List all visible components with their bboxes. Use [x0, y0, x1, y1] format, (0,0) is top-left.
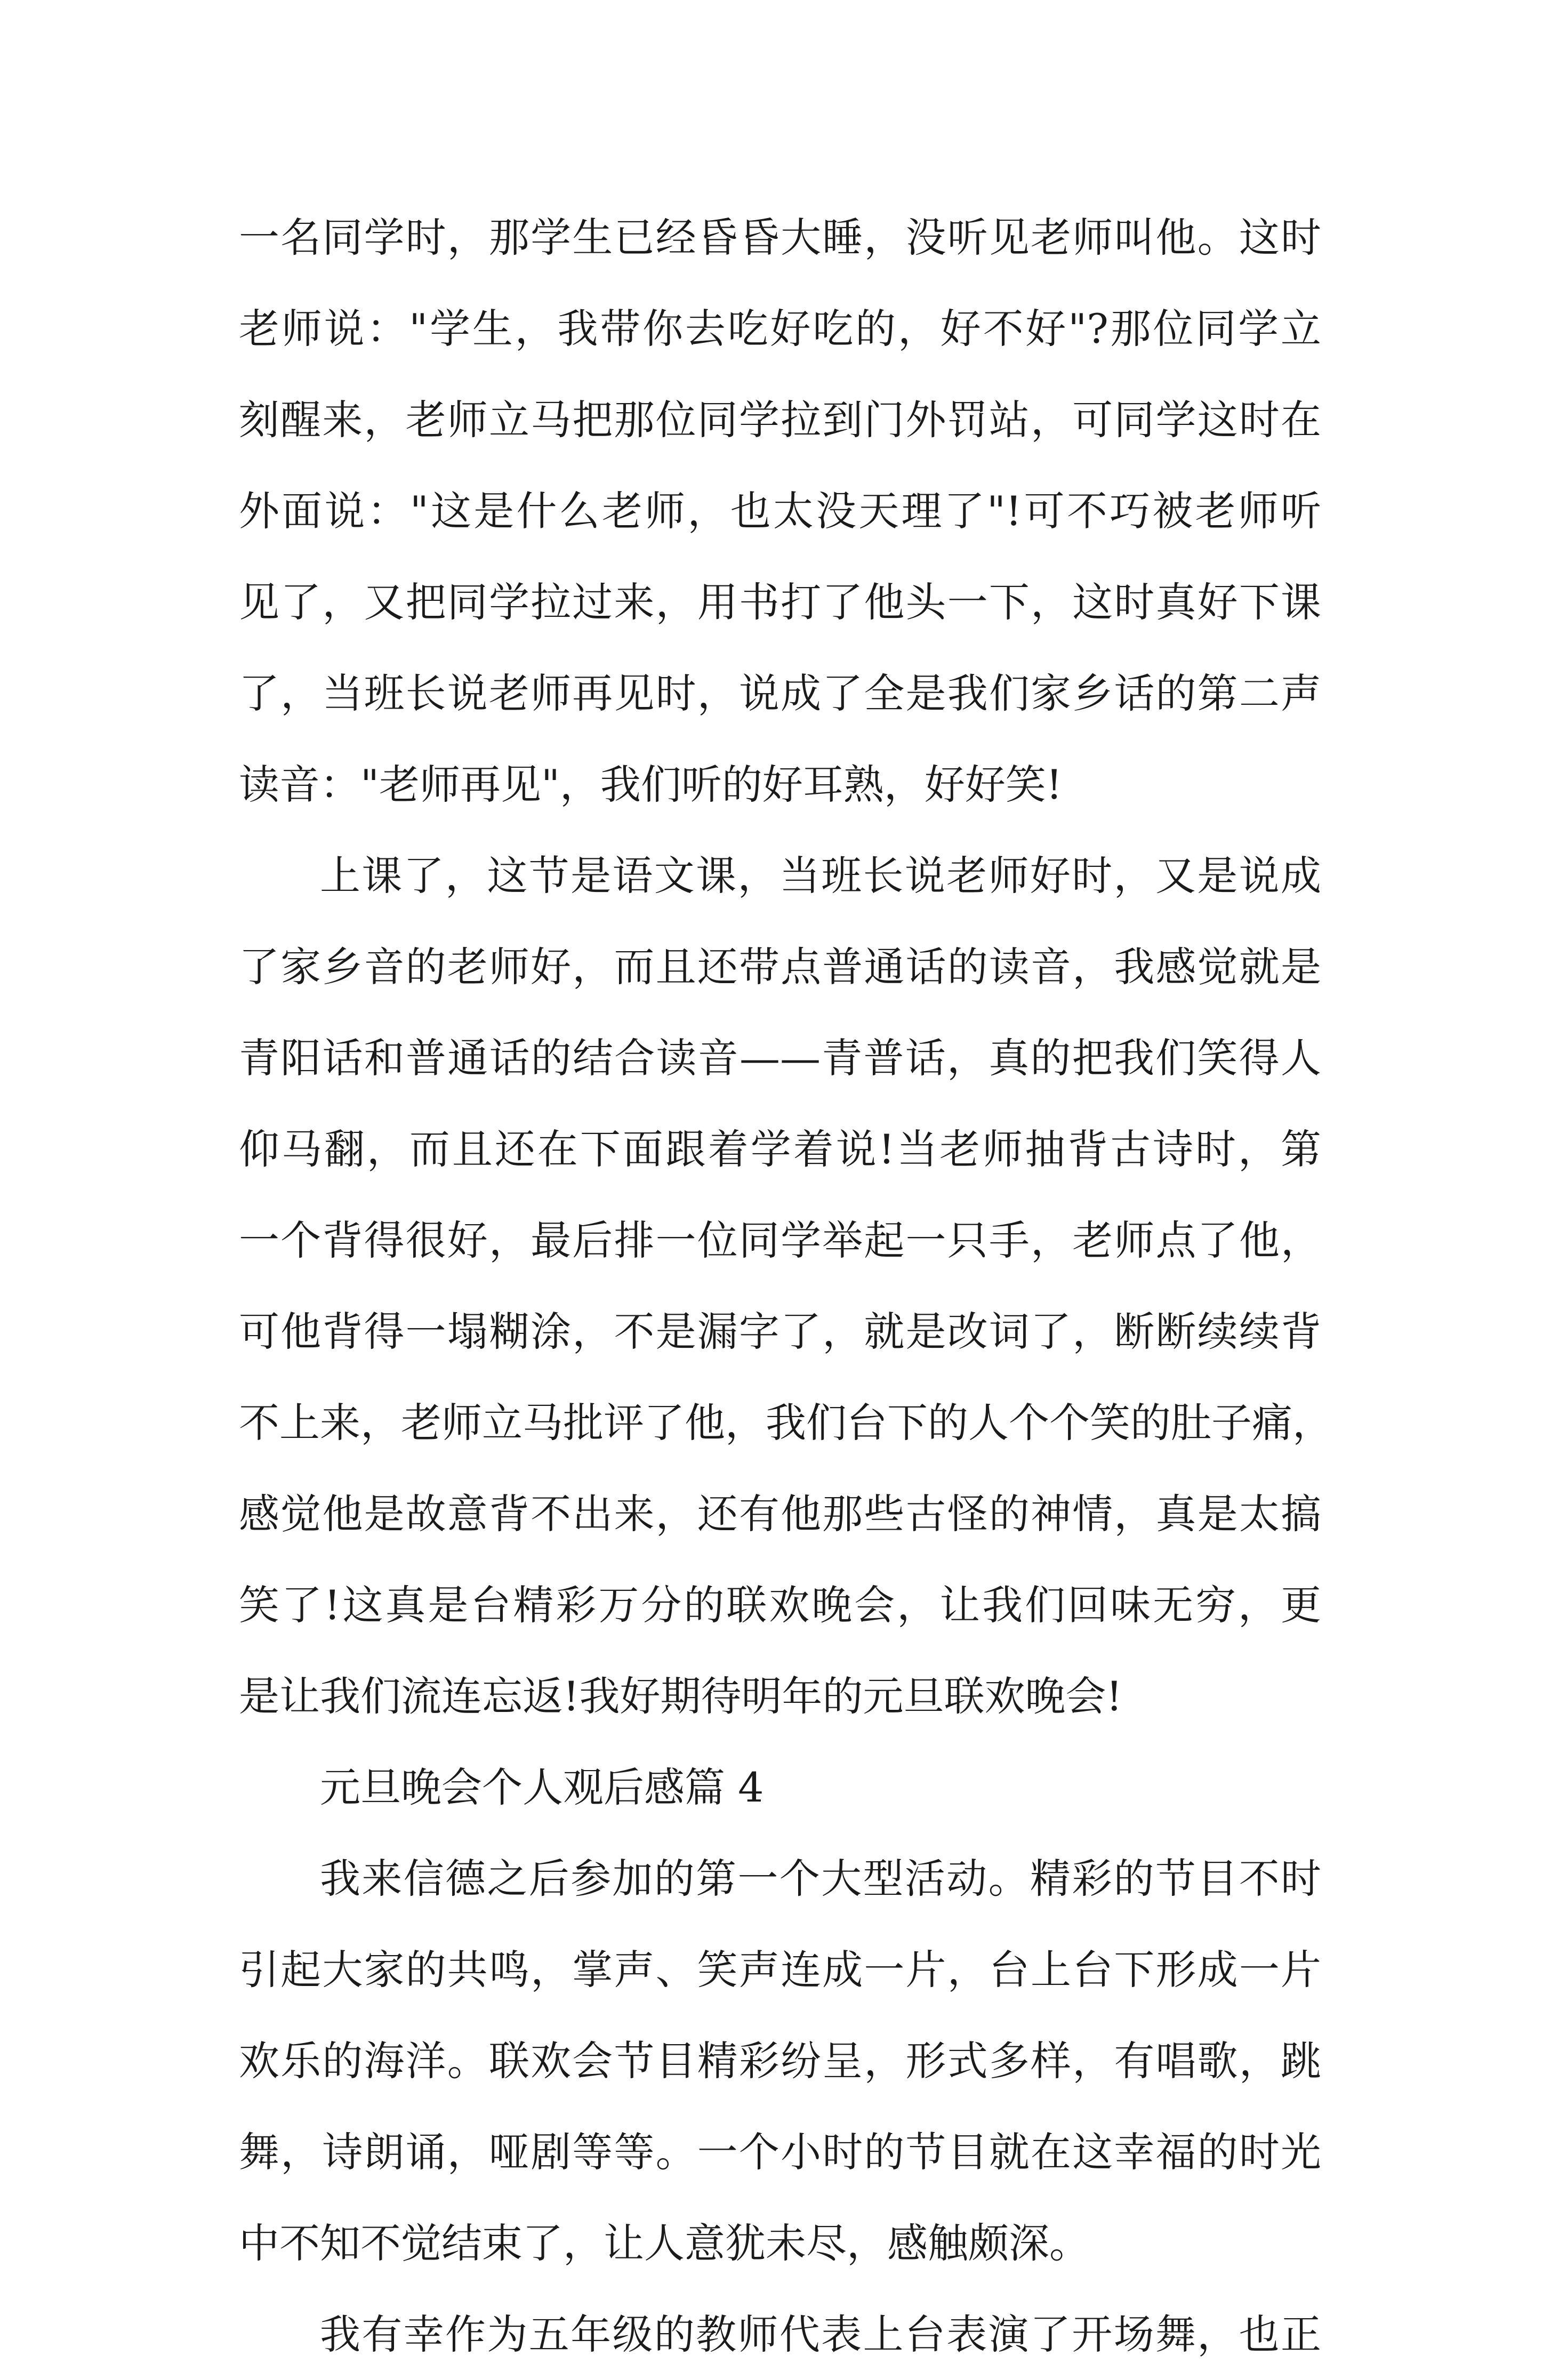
text-line: 青阳话和普通话的结合读音——青普话，真的把我们笑得人	[239, 1034, 1321, 1082]
text-line: 欢乐的海洋。联欢会节目精彩纷呈，形式多样，有唱歌，跳	[239, 2037, 1321, 2085]
paragraph-first-line: 我来信德之后参加的第一个大型活动。精彩的节目不时	[320, 1855, 1321, 1902]
document-page	[239, 192, 1333, 2380]
text-line: 外面说："这是什么老师，也太没天理了"!可不巧被老师听	[239, 487, 1321, 535]
text-line: 刻醒来，老师立马把那位同学拉到门外罚站，可同学这时在	[239, 396, 1321, 444]
text-line: 仰马翻，而且还在下面跟着学着说!当老师抽背古诗时，第	[239, 1125, 1321, 1173]
text-line: 了家乡音的老师好，而且还带点普通话的读音，我感觉就是	[239, 943, 1321, 991]
text-line: 是让我们流连忘返!我好期待明年的元旦联欢晚会!	[239, 1673, 1123, 1720]
text-line: 舞，诗朗诵，哑剧等等。一个小时的节目就在这幸福的时光	[239, 2128, 1321, 2176]
text-line: 一名同学时，那学生已经昏昏大睡，没听见老师叫他。这时	[239, 214, 1321, 261]
text-line: 一个背得很好，最后排一位同学举起一只手，老师点了他，	[239, 1217, 1321, 1264]
text-line: 感觉他是故意背不出来，还有他那些古怪的神情，真是太搞	[239, 1490, 1321, 1538]
text-line: 了，当班长说老师再见时，说成了全是我们家乡话的第二声	[239, 670, 1321, 717]
paragraph-first-line: 上课了，这节是语文课，当班长说老师好时，又是说成	[320, 852, 1321, 899]
text-line: 不上来，老师立马批评了他，我们台下的人个个笑的肚子痛，	[239, 1399, 1333, 1446]
text-line: 老师说："学生，我带你去吃好吃的，好不好"?那位同学立	[239, 305, 1321, 352]
text-line: 读音："老师再见"，我们听的好耳熟，好好笑!	[239, 761, 1063, 808]
text-line: 见了，又把同学拉过来，用书打了他头一下，这时真好下课	[239, 578, 1321, 626]
text-line: 引起大家的共鸣，掌声、笑声连成一片，台上台下形成一片	[239, 1946, 1321, 1993]
text-line: 可他背得一塌糊涂，不是漏字了，就是改词了，断断续续背	[239, 1308, 1321, 1355]
text-line: 笑了!这真是台精彩万分的联欢晚会，让我们回味无穷，更	[239, 1581, 1321, 1629]
paragraph-first-line: 我有幸作为五年级的教师代表上台表演了开场舞，也正	[320, 2311, 1321, 2358]
section-heading: 元旦晚会个人观后感篇 4	[320, 1764, 764, 1811]
text-line: 中不知不觉结束了，让人意犹未尽，感触颇深。	[239, 2220, 1090, 2267]
